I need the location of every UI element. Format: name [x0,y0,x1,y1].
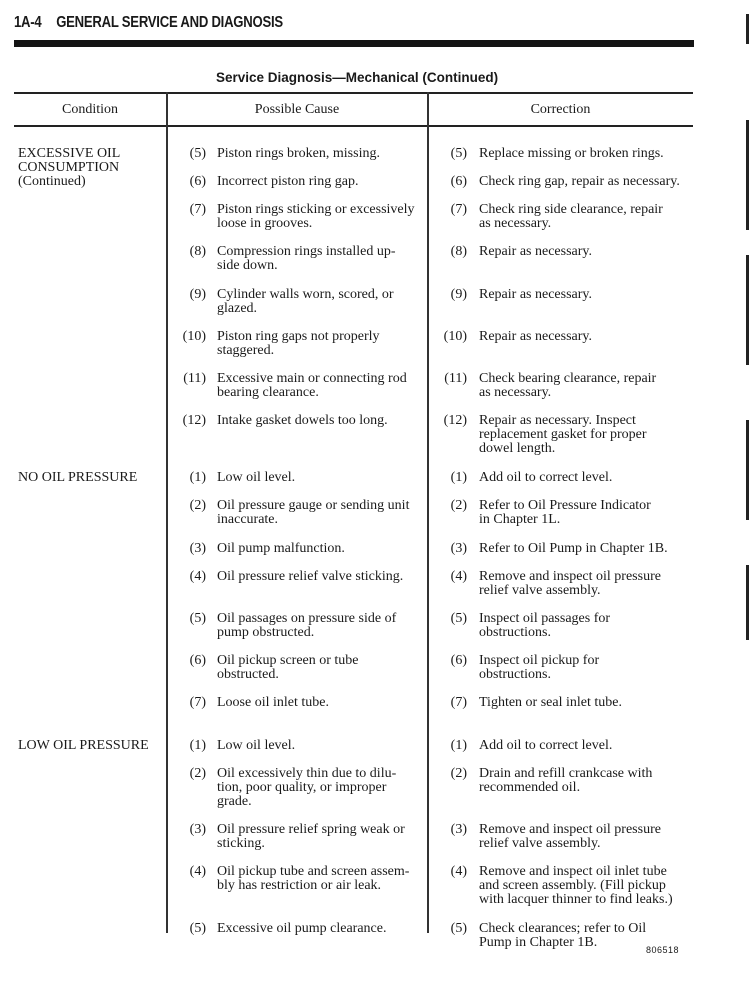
cause-number: (3) [189,541,206,556]
cause-number: (2) [189,766,206,781]
cause-number: (10) [182,329,206,344]
cause-number: (4) [189,569,206,584]
correction-number: (11) [444,371,467,386]
correction-number: (3) [450,822,467,837]
correction: Drain and refill crankcase with recommended oil. [479,766,653,795]
correction: Inspect oil passages for obstructions. [479,611,611,640]
possible-cause: Piston ring gaps not properly staggered. [217,329,380,358]
correction: Check clearances; refer to Oil Pump in Chapter 1B. [479,921,647,950]
cause-number: (8) [189,244,206,259]
correction-number: (5) [450,611,467,626]
possible-cause: Intake gasket dowels too long. [217,413,388,428]
table-title: Service Diagnosis—Mechanical (Continued) [216,70,499,85]
possible-cause: Incorrect piston ring gap. [217,174,359,189]
cause-number: (7) [189,695,206,710]
cause-number: (4) [189,864,206,879]
possible-cause: Oil pickup tube and screen assem- bly has restriction or air leak. [217,864,410,893]
scan-edge-mark [746,255,749,365]
correction: Add oil to correct level. [479,738,613,753]
cause-number: (1) [189,470,206,485]
correction: Check ring gap, repair as necessary. [479,174,680,189]
possible-cause: Oil pressure relief spring weak or sticking. [217,822,405,851]
page-header [14,14,283,32]
correction: Remove and inspect oil pressure relief valve assembly. [479,822,661,851]
column-header-condition: Condition [61,102,118,117]
correction-number: (10) [443,329,467,344]
possible-cause: Low oil level. [217,470,296,485]
correction-number: (1) [450,470,467,485]
possible-cause: Piston rings sticking or excessively loose in grooves. [217,202,415,231]
correction-number: (1) [450,738,467,753]
correction: Refer to Oil Pump in Chapter 1B. [479,541,668,556]
possible-cause: Cylinder walls worn, scored, or glazed. [217,287,394,316]
possible-cause: Low oil level. [217,738,296,753]
correction: Refer to Oil Pressure Indicator in Chapter 1L. [479,498,651,527]
cause-number: (1) [189,738,206,753]
correction-number: (8) [450,244,467,259]
cause-number: (3) [189,822,206,837]
possible-cause: Oil pump malfunction. [217,541,345,556]
correction-number: (2) [450,766,467,781]
cause-number: (6) [189,653,206,668]
correction-number: (9) [450,287,467,302]
cause-number: (2) [189,498,206,513]
table-top-rule [14,92,693,94]
possible-cause: Oil pressure relief valve sticking. [217,569,404,584]
correction: Repair as necessary. [479,244,592,259]
correction-number: (4) [450,569,467,584]
possible-cause: Compression rings installed up- side down. [217,244,396,273]
possible-cause: Oil passages on pressure side of pump obstructed. [217,611,397,640]
correction: Remove and inspect oil pressure relief valve assembly. [479,569,661,598]
condition-no-oil-pressure: NO OIL PRESSURE [18,470,138,485]
possible-cause: Excessive oil pump clearance. [217,921,387,936]
correction: Repair as necessary. Inspect replacement gasket for proper dowel length. [479,413,647,456]
table-header-rule [14,125,693,127]
scan-edge-mark [746,565,749,640]
column-header-possible-cause: Possible Cause [254,102,340,117]
scan-edge-mark [746,420,749,520]
correction: Inspect oil pickup for obstructions. [479,653,600,682]
section-title: GENERAL SERVICE AND DIAGNOSIS [56,14,283,31]
correction-number: (5) [450,146,467,161]
correction: Replace missing or broken rings. [479,146,664,161]
header-rule [14,40,694,47]
cause-number: (7) [189,202,206,217]
correction: Check bearing clearance, repair as necessary. [479,371,657,400]
scan-edge-mark [746,14,749,44]
correction-number: (12) [443,413,467,428]
correction: Repair as necessary. [479,287,592,302]
possible-cause: Piston rings broken, missing. [217,146,380,161]
correction-number: (7) [450,202,467,217]
cause-number: (12) [182,413,206,428]
page-number: 1A-4 [14,14,42,31]
cause-number: (9) [189,287,206,302]
condition-low-oil-pressure: LOW OIL PRESSURE [18,738,149,753]
condition-excessive-oil-consumption: EXCESSIVE OIL CONSUMPTION (Continued) [18,146,121,189]
correction-number: (7) [450,695,467,710]
figure-code: 806518 [646,945,680,955]
correction: Repair as necessary. [479,329,592,344]
cause-number: (5) [189,146,206,161]
correction: Remove and inspect oil inlet tube and screen assembly. (Fill pickup with lacquer thinner to find leaks.) [479,864,673,907]
scan-edge-mark [746,120,749,230]
cause-number: (5) [189,611,206,626]
possible-cause: Oil excessively thin due to dilu- tion, poor quality, or improper grade. [217,766,397,809]
correction: Add oil to correct level. [479,470,613,485]
possible-cause: Excessive main or connecting rod bearing clearance. [217,371,407,400]
column-divider-correction [427,92,429,933]
correction-number: (3) [450,541,467,556]
correction: Tighten or seal inlet tube. [479,695,622,710]
correction-number: (4) [450,864,467,879]
possible-cause: Loose oil inlet tube. [217,695,329,710]
column-header-correction: Correction [530,102,591,117]
cause-number: (6) [189,174,206,189]
correction-number: (6) [450,174,467,189]
possible-cause: Oil pickup screen or tube obstructed. [217,653,359,682]
cause-number: (5) [189,921,206,936]
correction-number: (5) [450,921,467,936]
correction: Check ring side clearance, repair as necessary. [479,202,663,231]
correction-number: (2) [450,498,467,513]
cause-number: (11) [183,371,206,386]
correction-number: (6) [450,653,467,668]
column-divider-cause [166,92,168,933]
possible-cause: Oil pressure gauge or sending unit inaccurate. [217,498,410,527]
